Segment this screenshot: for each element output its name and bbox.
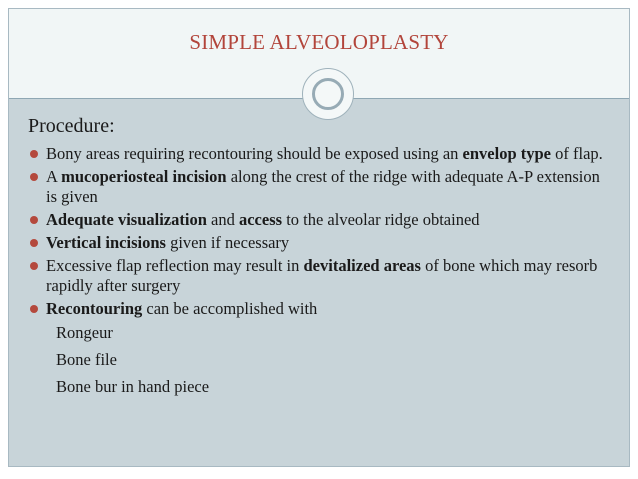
tool-item-rongeur: Rongeur: [56, 323, 113, 342]
bullet-segment: can be accomplished with: [142, 299, 318, 318]
bullet-dot-icon: [30, 239, 38, 247]
bullet-text: [46, 167, 600, 206]
tool-item-bone-file: Bone file: [56, 350, 117, 369]
bullet-dot-icon: [30, 150, 38, 158]
bullet-dot-icon: [30, 262, 38, 270]
bullet-segment: Bony areas requiring recontouring should be exposed using an: [46, 144, 463, 163]
bullet-segment: Excessive flap reflection may result in: [46, 256, 304, 275]
bullet-emphasis: devitalized areas: [303, 256, 421, 275]
bullet-segment: of flap.: [551, 144, 603, 163]
slide-title: SIMPLE ALVEOLOPLASTY: [189, 30, 449, 54]
bullet-emphasis: mucoperiosteal incision: [61, 167, 227, 186]
bullet-item: [28, 144, 608, 164]
bullet-segment: and: [206, 210, 239, 229]
slide-body: [28, 115, 608, 404]
bullet-text: [46, 256, 597, 295]
bullet-item: [28, 299, 608, 319]
bullet-emphasis: envelop type: [462, 144, 551, 163]
bullet-emphasis: Adequate visualization: [46, 210, 207, 229]
bullet-text: [46, 299, 317, 318]
bullet-item: [28, 167, 608, 207]
bullet-emphasis: Recontouring: [46, 299, 143, 318]
bullet-emphasis: access: [238, 210, 283, 229]
bullet-item: [28, 210, 608, 230]
bullet-item: [28, 256, 608, 296]
bullet-dot-icon: [30, 216, 38, 224]
circle-ornament-icon: [302, 68, 354, 120]
circle-ornament-inner: [312, 78, 344, 110]
tool-list: [28, 323, 608, 397]
bullet-text: [46, 144, 603, 163]
bullet-dot-icon: [30, 305, 38, 313]
bullet-emphasis: Vertical incisions: [46, 233, 166, 252]
bullet-segment: of bone which may resorb rapidly after surgery: [46, 256, 598, 295]
bullet-dot-icon: [30, 173, 38, 181]
bullet-item: [28, 233, 608, 253]
bullet-text: [46, 233, 289, 252]
bullet-segment: given if necessary: [165, 233, 290, 252]
bullet-segment: to the alveolar ridge obtained: [282, 210, 480, 229]
tool-item-bone-bur: Bone bur in hand piece: [56, 377, 210, 396]
procedure-heading: Procedure:: [28, 115, 115, 137]
bullet-segment: along the crest of the ridge with adequate A-P extension is given: [46, 167, 600, 206]
bullet-text: [46, 210, 480, 229]
bullet-list: [28, 144, 608, 319]
bullet-segment: A: [46, 167, 62, 186]
